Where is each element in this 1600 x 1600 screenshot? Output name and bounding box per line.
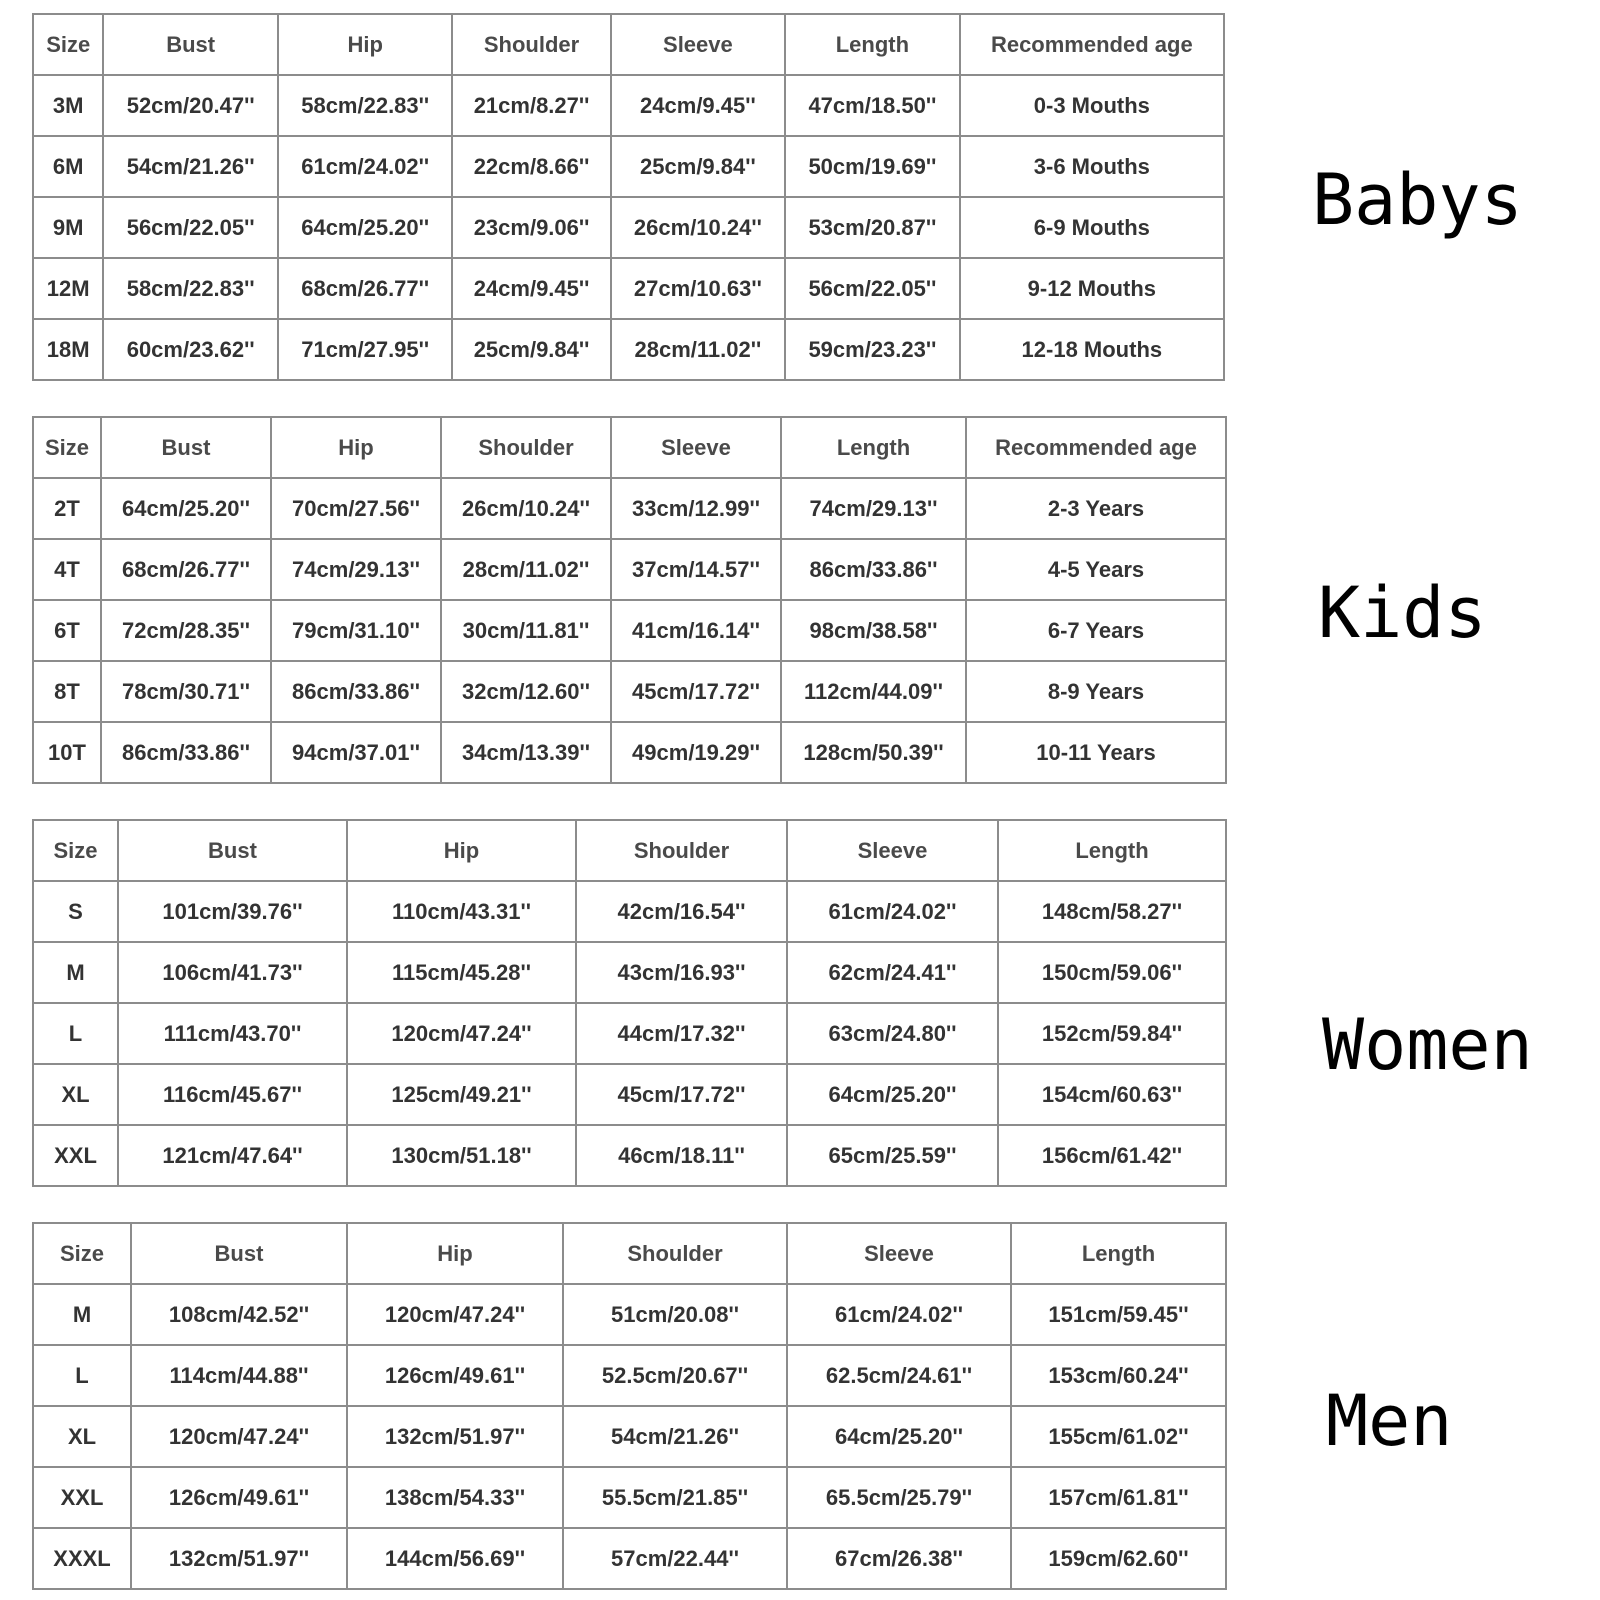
cell-hip: 79cm/31.10'' [271,600,441,661]
cell-bust: 64cm/25.20'' [101,478,271,539]
header-shoulder: Shoulder [452,14,610,75]
table-row [33,722,1226,783]
cell-length: 128cm/50.39'' [781,722,966,783]
cell-recommended-age: 0-3 Mouths [960,75,1224,136]
cell-size: 10T [33,722,101,783]
table-header-row [33,14,1224,75]
cell-bust: 106cm/41.73'' [118,942,347,1003]
cell-bust: 114cm/44.88'' [131,1345,347,1406]
cell-hip: 64cm/25.20'' [278,197,453,258]
cell-size: 6T [33,600,101,661]
cell-bust: 60cm/23.62'' [103,319,278,380]
header-hip: Hip [347,820,576,881]
cell-shoulder: 54cm/21.26'' [563,1406,787,1467]
cell-shoulder: 51cm/20.08'' [563,1284,787,1345]
table-row [33,197,1224,258]
cell-hip: 110cm/43.31'' [347,881,576,942]
cell-hip: 130cm/51.18'' [347,1125,576,1186]
cell-recommended-age: 2-3 Years [966,478,1226,539]
cell-length: 156cm/61.42'' [998,1125,1226,1186]
cell-bust: 54cm/21.26'' [103,136,278,197]
header-length: Length [785,14,960,75]
cell-hip: 70cm/27.56'' [271,478,441,539]
table-row [33,1406,1226,1467]
cell-length: 56cm/22.05'' [785,258,960,319]
cell-bust: 120cm/47.24'' [131,1406,347,1467]
cell-sleeve: 24cm/9.45'' [611,75,786,136]
cell-sleeve: 61cm/24.02'' [787,1284,1011,1345]
cell-bust: 121cm/47.64'' [118,1125,347,1186]
cell-bust: 56cm/22.05'' [103,197,278,258]
cell-shoulder: 55.5cm/21.85'' [563,1467,787,1528]
section-label-babys: Babys [1312,159,1523,241]
cell-sleeve: 64cm/25.20'' [787,1064,998,1125]
header-size: Size [33,820,118,881]
men-size-table [32,1222,1227,1590]
cell-bust: 52cm/20.47'' [103,75,278,136]
cell-shoulder: 46cm/18.11'' [576,1125,787,1186]
header-bust: Bust [118,820,347,881]
cell-length: 47cm/18.50'' [785,75,960,136]
header-bust: Bust [103,14,278,75]
cell-bust: 68cm/26.77'' [101,539,271,600]
cell-bust: 86cm/33.86'' [101,722,271,783]
table-row [33,1528,1226,1589]
cell-sleeve: 65.5cm/25.79'' [787,1467,1011,1528]
header-recommended-age: Recommended age [960,14,1224,75]
cell-length: 74cm/29.13'' [781,478,966,539]
cell-bust: 78cm/30.71'' [101,661,271,722]
cell-recommended-age: 6-7 Years [966,600,1226,661]
cell-length: 151cm/59.45'' [1011,1284,1226,1345]
cell-sleeve: 62.5cm/24.61'' [787,1345,1011,1406]
section-label-women: Women [1322,1004,1533,1086]
cell-hip: 132cm/51.97'' [347,1406,563,1467]
cell-recommended-age: 4-5 Years [966,539,1226,600]
cell-bust: 132cm/51.97'' [131,1528,347,1589]
header-length: Length [781,417,966,478]
cell-hip: 58cm/22.83'' [278,75,453,136]
cell-length: 112cm/44.09'' [781,661,966,722]
cell-length: 86cm/33.86'' [781,539,966,600]
cell-sleeve: 25cm/9.84'' [611,136,786,197]
header-shoulder: Shoulder [441,417,611,478]
header-shoulder: Shoulder [563,1223,787,1284]
cell-shoulder: 30cm/11.81'' [441,600,611,661]
cell-size: 3M [33,75,103,136]
kids-size-table [32,416,1227,784]
cell-hip: 120cm/47.24'' [347,1003,576,1064]
header-bust: Bust [101,417,271,478]
cell-size: M [33,942,118,1003]
cell-hip: 68cm/26.77'' [278,258,453,319]
cell-sleeve: 63cm/24.80'' [787,1003,998,1064]
cell-shoulder: 22cm/8.66'' [452,136,610,197]
cell-hip: 86cm/33.86'' [271,661,441,722]
table-row [33,881,1226,942]
cell-bust: 116cm/45.67'' [118,1064,347,1125]
cell-length: 152cm/59.84'' [998,1003,1226,1064]
women-size-table [32,819,1227,1187]
cell-hip: 144cm/56.69'' [347,1528,563,1589]
cell-bust: 58cm/22.83'' [103,258,278,319]
table-header-row [33,417,1226,478]
cell-bust: 111cm/43.70'' [118,1003,347,1064]
cell-hip: 61cm/24.02'' [278,136,453,197]
cell-hip: 115cm/45.28'' [347,942,576,1003]
cell-shoulder: 28cm/11.02'' [441,539,611,600]
cell-sleeve: 26cm/10.24'' [611,197,786,258]
cell-shoulder: 21cm/8.27'' [452,75,610,136]
header-length: Length [998,820,1226,881]
cell-length: 53cm/20.87'' [785,197,960,258]
cell-size: XL [33,1406,131,1467]
cell-length: 155cm/61.02'' [1011,1406,1226,1467]
cell-hip: 138cm/54.33'' [347,1467,563,1528]
cell-size: 4T [33,539,101,600]
header-size: Size [33,1223,131,1284]
cell-shoulder: 42cm/16.54'' [576,881,787,942]
cell-shoulder: 43cm/16.93'' [576,942,787,1003]
table-row [33,1003,1226,1064]
table-header-row [33,1223,1226,1284]
table-row [33,1345,1226,1406]
table-row [33,942,1226,1003]
cell-sleeve: 28cm/11.02'' [611,319,786,380]
cell-sleeve: 41cm/16.14'' [611,600,781,661]
cell-length: 157cm/61.81'' [1011,1467,1226,1528]
cell-hip: 74cm/29.13'' [271,539,441,600]
cell-size: 6M [33,136,103,197]
header-hip: Hip [278,14,453,75]
cell-hip: 94cm/37.01'' [271,722,441,783]
cell-shoulder: 52.5cm/20.67'' [563,1345,787,1406]
cell-shoulder: 44cm/17.32'' [576,1003,787,1064]
cell-sleeve: 61cm/24.02'' [787,881,998,942]
cell-shoulder: 25cm/9.84'' [452,319,610,380]
cell-size: 9M [33,197,103,258]
table-row [33,600,1226,661]
cell-bust: 108cm/42.52'' [131,1284,347,1345]
cell-hip: 120cm/47.24'' [347,1284,563,1345]
cell-bust: 101cm/39.76'' [118,881,347,942]
table-row [33,661,1226,722]
cell-sleeve: 27cm/10.63'' [611,258,786,319]
table-row [33,1125,1226,1186]
cell-bust: 72cm/28.35'' [101,600,271,661]
header-hip: Hip [271,417,441,478]
header-hip: Hip [347,1223,563,1284]
cell-size: L [33,1345,131,1406]
section-label-men: Men [1326,1380,1453,1462]
cell-shoulder: 23cm/9.06'' [452,197,610,258]
babys-size-table [32,13,1225,381]
cell-length: 50cm/19.69'' [785,136,960,197]
table-header-row [33,820,1226,881]
cell-size: XXL [33,1467,131,1528]
cell-hip: 71cm/27.95'' [278,319,453,380]
header-bust: Bust [131,1223,347,1284]
cell-sleeve: 62cm/24.41'' [787,942,998,1003]
cell-length: 154cm/60.63'' [998,1064,1226,1125]
cell-shoulder: 32cm/12.60'' [441,661,611,722]
cell-sleeve: 49cm/19.29'' [611,722,781,783]
cell-recommended-age: 9-12 Mouths [960,258,1224,319]
cell-shoulder: 24cm/9.45'' [452,258,610,319]
cell-shoulder: 57cm/22.44'' [563,1528,787,1589]
cell-size: 12M [33,258,103,319]
cell-sleeve: 65cm/25.59'' [787,1125,998,1186]
cell-length: 59cm/23.23'' [785,319,960,380]
cell-length: 98cm/38.58'' [781,600,966,661]
cell-sleeve: 37cm/14.57'' [611,539,781,600]
cell-hip: 125cm/49.21'' [347,1064,576,1125]
cell-sleeve: 64cm/25.20'' [787,1406,1011,1467]
table-row [33,1284,1226,1345]
cell-hip: 126cm/49.61'' [347,1345,563,1406]
header-shoulder: Shoulder [576,820,787,881]
cell-sleeve: 45cm/17.72'' [611,661,781,722]
cell-length: 148cm/58.27'' [998,881,1226,942]
cell-recommended-age: 6-9 Mouths [960,197,1224,258]
header-sleeve: Sleeve [611,417,781,478]
header-size: Size [33,417,101,478]
table-row [33,1467,1226,1528]
table-row [33,539,1226,600]
header-sleeve: Sleeve [611,14,786,75]
table-row [33,478,1226,539]
cell-size: XXXL [33,1528,131,1589]
cell-sleeve: 33cm/12.99'' [611,478,781,539]
cell-recommended-age: 3-6 Mouths [960,136,1224,197]
cell-length: 159cm/62.60'' [1011,1528,1226,1589]
header-length: Length [1011,1223,1226,1284]
cell-shoulder: 34cm/13.39'' [441,722,611,783]
cell-shoulder: 26cm/10.24'' [441,478,611,539]
header-size: Size [33,14,103,75]
cell-recommended-age: 8-9 Years [966,661,1226,722]
header-sleeve: Sleeve [787,1223,1011,1284]
table-row [33,1064,1226,1125]
cell-size: S [33,881,118,942]
cell-size: L [33,1003,118,1064]
table-row [33,258,1224,319]
table-row [33,136,1224,197]
header-recommended-age: Recommended age [966,417,1226,478]
cell-bust: 126cm/49.61'' [131,1467,347,1528]
cell-recommended-age: 10-11 Years [966,722,1226,783]
cell-size: 8T [33,661,101,722]
cell-length: 150cm/59.06'' [998,942,1226,1003]
cell-recommended-age: 12-18 Mouths [960,319,1224,380]
table-row [33,75,1224,136]
table-row [33,319,1224,380]
section-label-kids: Kids [1318,572,1487,654]
header-sleeve: Sleeve [787,820,998,881]
cell-size: 2T [33,478,101,539]
cell-size: XXL [33,1125,118,1186]
cell-size: 18M [33,319,103,380]
cell-shoulder: 45cm/17.72'' [576,1064,787,1125]
cell-length: 153cm/60.24'' [1011,1345,1226,1406]
cell-sleeve: 67cm/26.38'' [787,1528,1011,1589]
cell-size: M [33,1284,131,1345]
cell-size: XL [33,1064,118,1125]
